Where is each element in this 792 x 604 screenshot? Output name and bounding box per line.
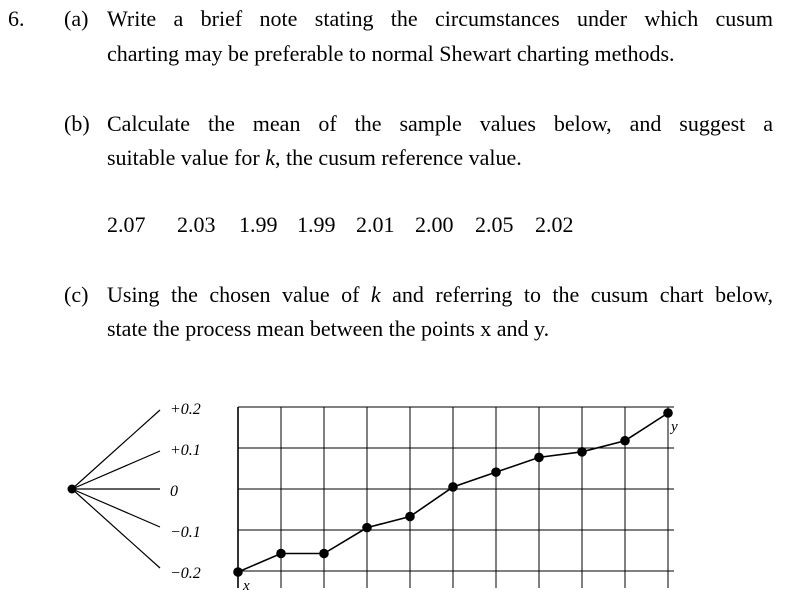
- data-point: [319, 549, 329, 559]
- mask-pivot: [68, 485, 77, 494]
- part-b-line-2-start: suitable value for: [107, 145, 266, 170]
- data-point: [233, 567, 243, 577]
- sample-value: 2.05: [475, 212, 514, 237]
- k-symbol: k: [265, 145, 275, 170]
- part-a-label: (a): [64, 6, 89, 31]
- mask-line: [72, 410, 160, 489]
- data-point: [577, 447, 587, 457]
- data-point: [663, 408, 673, 418]
- part-b-line-1: Calculate the mean of the sample values below, and suggest a: [107, 111, 773, 136]
- data-point: [276, 549, 286, 559]
- mask-label: −0.2: [170, 565, 201, 582]
- mask-label: −0.1: [170, 524, 201, 541]
- sample-value: 2.03: [177, 212, 216, 237]
- chart-grid: [238, 407, 674, 588]
- sample-value: 2.00: [415, 212, 454, 237]
- sample-value: 2.01: [356, 212, 395, 237]
- data-point: [534, 453, 544, 463]
- part-c-line-1: [107, 282, 773, 308]
- point-label-y: y: [671, 419, 678, 435]
- question-number: 6.: [8, 6, 25, 31]
- data-point: [405, 512, 415, 522]
- part-c-line-1-end: and referring to the cusum chart below,: [380, 282, 773, 307]
- part-a-line-2: charting may be preferable to normal Shewart charting methods.: [107, 41, 675, 66]
- data-point: [620, 436, 630, 446]
- mask-label: +0.2: [170, 401, 201, 418]
- cusum-series: [233, 408, 678, 594]
- mask-line: [72, 451, 160, 489]
- mask-label: 0: [170, 483, 178, 500]
- mask-line: [72, 489, 160, 568]
- sample-value: 1.99: [297, 212, 336, 237]
- mask-line: [72, 489, 160, 527]
- data-point: [448, 482, 458, 492]
- k-symbol: k: [370, 282, 381, 307]
- cusum-mask: [68, 401, 201, 582]
- part-a-line-1: Write a brief note stating the circumstances under which cusum: [107, 6, 773, 31]
- sample-value: 2.07: [107, 212, 146, 237]
- part-b-line-2-end: , the cusum reference value.: [275, 145, 522, 170]
- point-label-x: x: [243, 578, 250, 594]
- sample-value: 1.99: [239, 212, 278, 237]
- part-c-line-1-start: Using the chosen value of: [107, 282, 371, 307]
- part-c-line-2: state the process mean between the points x and y.: [107, 316, 550, 341]
- mask-label: +0.1: [170, 442, 201, 459]
- part-c-label: (c): [64, 282, 89, 307]
- sample-value: 2.02: [535, 212, 574, 237]
- data-point: [491, 467, 501, 477]
- cusum-chart: [0, 380, 792, 604]
- part-b-line-2: [107, 145, 522, 171]
- data-point: [362, 523, 372, 533]
- part-b-label: (b): [64, 111, 90, 136]
